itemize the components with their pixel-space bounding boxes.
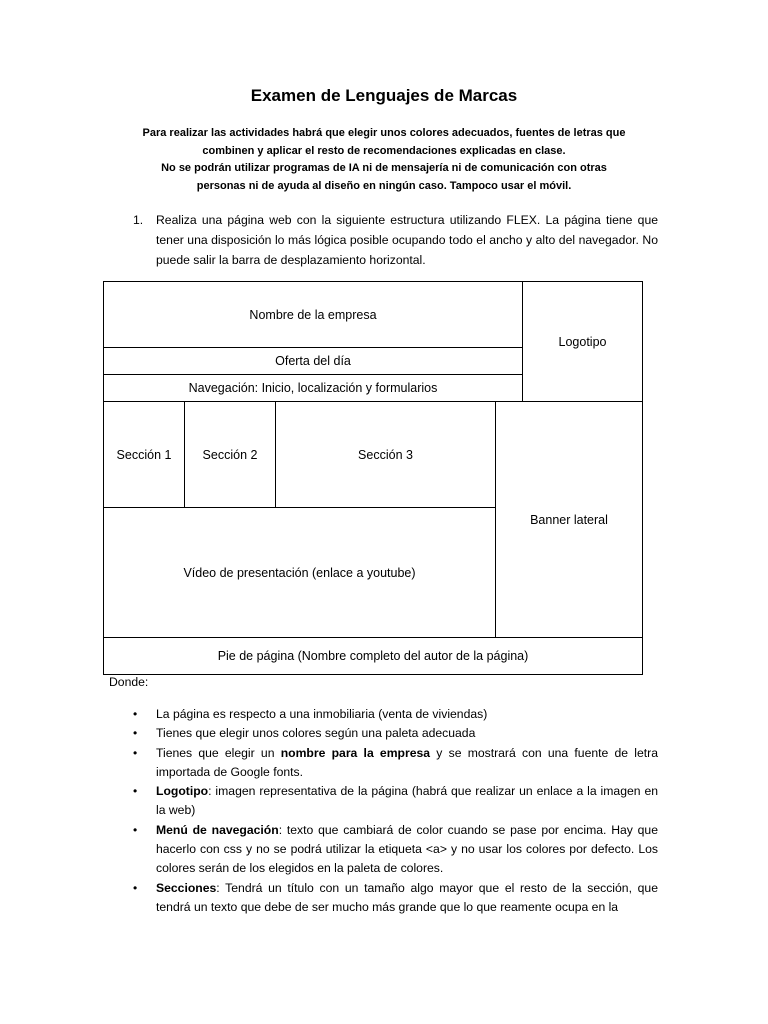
- box-logotipo: [522, 281, 643, 402]
- item-text: y se mostrará con una fuente de letra importada de Google fonts.: [156, 745, 658, 779]
- instruction-line: No se podrán utilizar programas de IA ni de mensajería ni de comunicación con otras: [161, 162, 607, 174]
- exam-instructions: [140, 125, 628, 195]
- box-label: Vídeo de presentación (enlace a youtube): [183, 565, 416, 580]
- item-text-pre: Tienes que elegir un: [156, 745, 281, 760]
- item-text: Tienes que elegir unos colores según una paleta adecuada: [156, 726, 476, 741]
- box-label: Pie de página (Nombre completo del autor de la página): [217, 649, 529, 663]
- list-item: [133, 724, 658, 743]
- box-nombre-empresa: [103, 281, 523, 348]
- bullet-icon: •: [133, 707, 138, 721]
- box-oferta: [103, 347, 523, 375]
- box-navegacion: [103, 374, 523, 402]
- donde-label: Donde:: [109, 675, 149, 689]
- box-banner-lateral: [495, 401, 643, 638]
- list-item: [133, 821, 658, 879]
- list-item: [133, 705, 658, 724]
- box-label: Sección 3: [358, 447, 413, 462]
- box-label: Sección 1: [116, 447, 172, 462]
- item-bold: Menú de navegación: [156, 822, 279, 837]
- list-item: [133, 744, 658, 783]
- question-1: [133, 210, 658, 270]
- item-text: La página es respecto a una inmobiliaria (venta de viviendas): [156, 707, 488, 721]
- box-seccion-2: [184, 401, 276, 508]
- box-seccion-3: [275, 401, 496, 508]
- bullet-icon: •: [133, 822, 138, 837]
- layout-diagram: [103, 281, 643, 675]
- item-text: : imagen representativa de la página (habrá que realizar un enlace a la imagen en la web): [156, 784, 658, 818]
- instruction-line: personas ni de ayuda al diseño en ningún caso. Tampoco usar el móvil.: [196, 179, 572, 192]
- item-bold: Logotipo: [156, 784, 209, 799]
- box-label: Nombre de la empresa: [249, 307, 377, 322]
- box-label: Oferta del día: [275, 354, 351, 368]
- bullet-icon: •: [133, 880, 138, 895]
- bullet-icon: •: [133, 784, 138, 799]
- item-text: : Tendrá un título con un tamaño algo mayor que el resto de la sección, que tendrá un texto que debe de ser mucho más grande que lo que reamente ocupa en la: [156, 880, 658, 914]
- list-item: [133, 782, 658, 821]
- box-label: Banner lateral: [530, 512, 608, 527]
- item-bold: nombre para la empresa: [280, 745, 431, 760]
- bullet-icon: •: [133, 726, 138, 741]
- question-text: Realiza una página web con la siguiente estructura utilizando FLEX. La página tiene que tener una disposición lo más lógica posible ocupando todo el ancho y alto del navegador. No puede salir la barra de desplazamiento horizontal.: [156, 213, 658, 267]
- document-title: Examen de Lenguajes de Marcas: [250, 86, 518, 105]
- box-pie-pagina: [103, 637, 643, 675]
- instruction-line: Para realizar las actividades habrá que elegir unos colores adecuados, fuentes de letras que: [142, 127, 626, 139]
- box-label: Logotipo: [558, 334, 607, 349]
- bullet-icon: •: [133, 745, 138, 760]
- item-bold: Secciones: [156, 880, 217, 895]
- box-label: Navegación: Inicio, localización y formularios: [188, 381, 438, 395]
- box-label: Sección 2: [202, 447, 258, 462]
- item-text: : texto que cambiará de color cuando se pase por encima. Hay que hacerlo con css y no se podrá utilizar la etiqueta <a> y no usar los colores por defecto. Los colores serán de los elegidos en la paleta de colores.: [156, 822, 658, 876]
- box-seccion-1: [103, 401, 185, 508]
- instruction-line: combinen y aplicar el resto de recomendaciones explicadas en clase.: [202, 144, 566, 157]
- box-video: [103, 507, 496, 638]
- requirements-list: [133, 705, 658, 917]
- list-item: [133, 879, 658, 918]
- question-number: 1.: [133, 213, 144, 227]
